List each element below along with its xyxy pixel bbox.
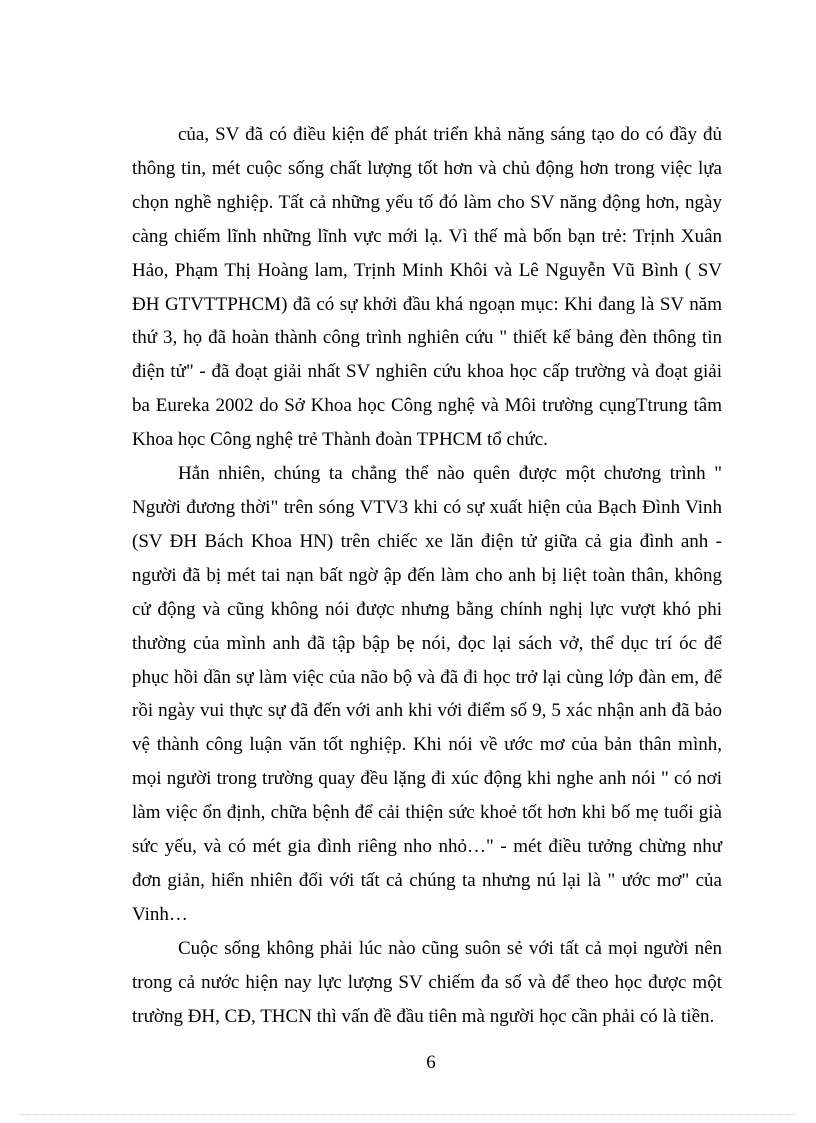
paragraph-2: Hẳn nhiên, chúng ta chẳng thể nào quên được một chương trình " Người đương thời" trên sóng VTV3 khi có sự xuất hiện của Bạch Đình Vinh (SV ĐH Bách Khoa HN) trên chiếc xe lăn điện tử giữa cả gia đình anh - người đã bị mét tai nạn bất ngờ ập đến làm cho anh bị liệt toàn thân, không cử động và cũng không nói được nhưng bằng chính nghị lực vượt khó phi thường của mình anh đã tập bập bẹ nói, đọc lại sách vở, thể dục trí óc để phục hồi dần sự làm việc của não bộ và đã đi học trở lại cùng lớp đàn em, để rồi ngày vui thực sự đã đến với anh khi với điểm số 9, 5 xác nhận anh đã bảo vệ thành công luận văn tốt nghiệp. Khi nói về ước mơ của bản thân mình, mọi người trong trường quay đều lặng đi xúc động khi nghe anh nói " có nơi làm việc ổn định, chữa bệnh để cải thiện sức khoẻ tốt hơn khi bố mẹ tuổi già sức yếu, và có mét gia đình riêng nho nhỏ…" - mét điều tưởng chừng như đơn giản, hiển nhiên đối với tất cả chúng ta nhưng nú lại là " ước mơ" của Vinh… bbox=[132, 463, 722, 925]
paragraph-3: Cuộc sống không phải lúc nào cũng suôn sẻ với tất cả mọi người nên trong cả nước hiện nay lực lượng SV chiếm đa số và để theo học được một trường ĐH, CĐ, THCN thì vấn đề đầu tiên mà người học cần phải có là tiền. bbox=[132, 937, 722, 1027]
page-bottom-divider bbox=[20, 1114, 796, 1115]
body-text bbox=[132, 118, 722, 1033]
paragraph-1: của, SV đã có điều kiện để phát triển khả năng sáng tạo do có đầy đủ thông tin, mét cuộc sống chất lượng tốt hơn và chủ động hơn trong việc lựa chọn nghề nghiệp. Tất cả những yếu tố đó làm cho SV năng động hơn, ngày càng chiếm lĩnh những lĩnh vực mới lạ. Vì thế mà bốn bạn trẻ: Trịnh Xuân Hảo, Phạm Thị Hoàng lam, Trịnh Minh Khôi và Lê Nguyễn Vũ Bình ( SV ĐH GTVTTPHCM) đã có sự khởi đầu khá ngoạn mục: Khi đang là SV năm thứ 3, họ đã hoàn thành công trình nghiên cứu " thiết kế bảng đèn thông tin điện tử" - đã đoạt giải nhất SV nghiên cứu khoa học cấp trường và đoạt giải ba Eureka 2002 do Sở Khoa học Công nghệ và Môi trường cụngTtrung tâm Khoa học Công nghệ trẻ Thành đoàn TPHCM tổ chức. bbox=[132, 124, 722, 451]
page-number: 6 bbox=[426, 1052, 436, 1073]
